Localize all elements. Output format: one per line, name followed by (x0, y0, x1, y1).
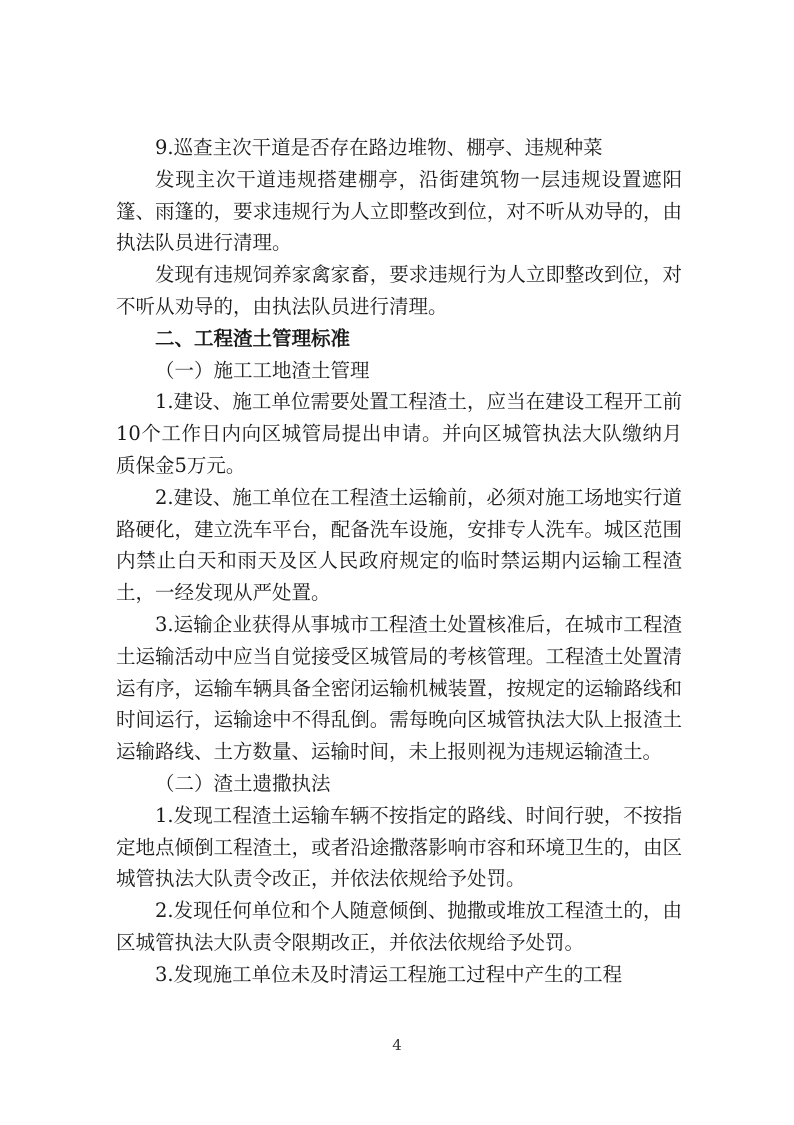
subsection-heading-2: （二）渣土遗撒执法 (155, 771, 331, 795)
paragraph-sheds-awnings: 发现主次干道违规搭建棚亭，沿街建筑物一层违规设置遮阳篷、雨篷的，要求违规行为人立即整改到位，对不听从劝导的，由执法队员进行清理。 (116, 167, 682, 255)
enforcement-clause-2: 2.发现任何单位和个人随意倾倒、抛撒或堆放工程渣土的，由区城管执法大队责令限期改正，并依法依规给予处罚。 (116, 899, 682, 954)
subsection-heading-1: （一）施工工地渣土管理 (155, 358, 370, 382)
document-body (116, 132, 682, 991)
enforcement-clause-1: 1.发现工程渣土运输车辆不按指定的路线、时间行驶，不按指定地点倾倒工程渣土，或者沿途撒落影响市容和环境卫生的，由区城管执法大队责令改正，并依法依规给予处罚。 (116, 803, 682, 891)
paragraph-livestock: 发现有违规饲养家禽家畜，要求违规行为人立即整改到位，对不听从劝导的，由执法队员进行清理。 (116, 263, 682, 318)
clause-2-site-prep: 2.建设、施工单位在工程渣土运输前，必须对施工场地实行道路硬化，建立洗车平台，配备洗车设施，安排专人洗车。城区范围内禁止白天和雨天及区人民政府规定的临时禁运期内运输工程渣土，一经发现从严处置。 (116, 485, 682, 605)
clause-1-application: 1.建设、施工单位需要处置工程渣土，应当在建设工程开工前10个工作日内向区城管局提出申请。并向区城管执法大队缴纳月质保金5万元。 (116, 390, 682, 477)
item-9-title: 9.巡查主次干道是否存在路边堆物、棚亭、违规种菜 (155, 136, 603, 159)
page-number: 4 (392, 1036, 402, 1054)
enforcement-clause-3: 3.发现施工单位未及时清运工程施工过程中产生的工程 (155, 962, 623, 986)
clause-3-transport: 3.运输企业获得从事城市工程渣土处置核准后，在城市工程渣土运输活动中应当自觉接受区城管局的考核管理。工程渣土处置清运有序，运输车辆具备全密闭运输机械装置，按规定的运输路线和时间运行，运输途中不得乱倒。需每晚向区城管执法大队上报渣土运输路线、土方数量、运输时间，未上报则视为违规运输渣土。 (116, 612, 682, 764)
section-heading-2: 二、工程渣土管理标准 (155, 326, 351, 350)
